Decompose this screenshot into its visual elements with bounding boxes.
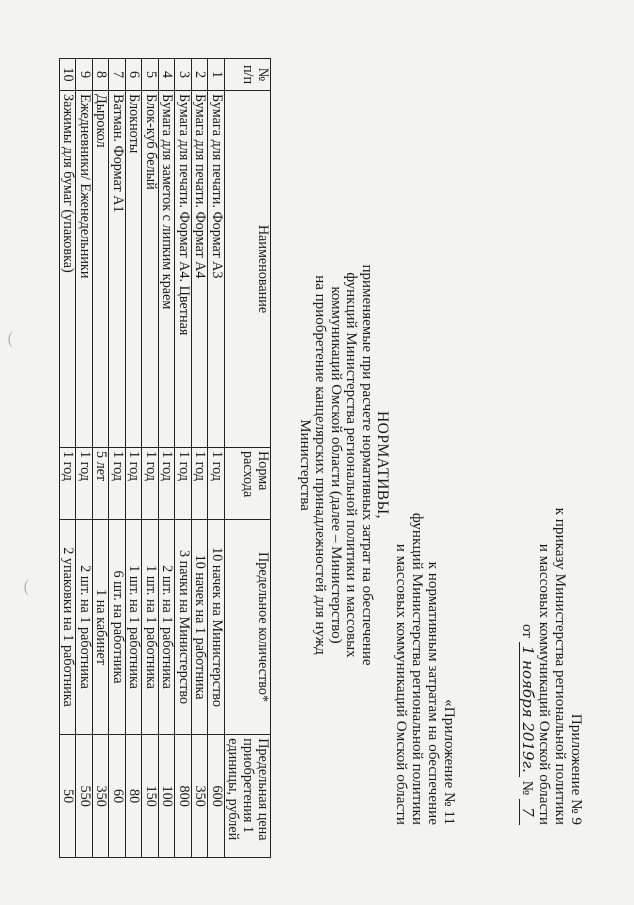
cell-price: 60 (109, 735, 126, 858)
cell-qty: 2 шт. на 1 работника (159, 519, 176, 734)
cell-price: 80 (126, 735, 143, 858)
cell-name: Дырокол (93, 91, 110, 448)
cell-num: 8 (93, 59, 110, 91)
title-line: функций Министерства региональной политики и массовых (343, 272, 360, 658)
date-prefix: от (519, 623, 536, 638)
table-row (192, 59, 209, 858)
table-row (142, 59, 159, 858)
appendix-date-line (519, 508, 536, 825)
title-line: на приобретение канцелярских принадлежностей для нужд (312, 275, 329, 655)
cell-price: 350 (93, 735, 110, 858)
appendix-header (519, 508, 584, 825)
cell-num: 9 (76, 59, 93, 91)
table-row (175, 59, 192, 858)
table-row (109, 59, 126, 858)
cell-num: 5 (142, 59, 159, 91)
cell-name: Блок-куб белый (142, 91, 159, 448)
table-row (159, 59, 176, 858)
norms-table (59, 58, 271, 858)
title-line: коммуникаций Омской области (далее – Министерство) (327, 286, 344, 644)
cell-num: 4 (159, 59, 176, 91)
cell-qty: 2 упаковки на 1 работника (60, 519, 77, 734)
table-header-row (225, 59, 271, 858)
cell-num: 1 (208, 59, 225, 91)
cell-name: Зажимы для бумаг (упаковка) (60, 91, 77, 448)
cell-qty: 3 пачки на Министерство (175, 519, 192, 734)
cell-name: Ежедневники/ Еженедельники (76, 91, 93, 448)
cell-num: 2 (192, 59, 209, 91)
col-header-name: Наименование (225, 91, 271, 448)
cell-norm: 1 год (109, 447, 126, 519)
table-row (93, 59, 110, 858)
appendix-number: Приложение № 9 (568, 713, 585, 825)
col-header-norm: Норма расхода (225, 447, 271, 519)
cell-qty: 1 шт. на 1 работника (142, 519, 159, 734)
cell-norm: 1 год (142, 447, 159, 519)
punch-hole-mark (9, 332, 20, 348)
cell-qty: 10 начек на 1 работника (192, 519, 209, 734)
appendix-org-line: и массовых коммуникаций Омской области (536, 543, 553, 825)
document-title: НОРМАТИВЫ, (374, 410, 391, 519)
cell-qty: 1 на кабинет (93, 519, 110, 734)
handwritten-date: 1 ноября 2019г. (519, 642, 536, 777)
table-row (76, 59, 93, 858)
table-row (126, 59, 143, 858)
cell-qty: 6 шт. на работника (109, 519, 126, 734)
handwritten-number: 7 (519, 799, 536, 825)
cell-norm: 1 год (159, 447, 176, 519)
appendix-11-line: функций Министерства региональной политики (409, 512, 426, 825)
punch-hole-mark (25, 580, 36, 596)
cell-qty: 1 шт. на 1 работника (126, 519, 143, 734)
cell-norm: 1 год (60, 447, 77, 519)
cell-price: 150 (142, 735, 159, 858)
document-title-block (297, 250, 390, 680)
cell-name: Ватман. Формат А1 (109, 91, 126, 448)
cell-price: 100 (159, 735, 176, 858)
cell-norm: 1 год (192, 447, 209, 519)
cell-norm: 1 год (126, 447, 143, 519)
cell-norm: 1 год (175, 447, 192, 519)
title-line: Министерства (296, 419, 313, 511)
cell-price: 350 (192, 735, 209, 858)
cell-name: Бумага для печати. Формат А4. Цветная (175, 91, 192, 448)
cell-name: Бумага для печати. Формат А4 (192, 91, 209, 448)
cell-num: 6 (126, 59, 143, 91)
cell-name: Бумага для заметок с липким краем (159, 91, 176, 448)
cell-name: Бумага для печати. Формат А3 (208, 91, 225, 448)
cell-norm: 5 лет (93, 447, 110, 519)
cell-price: 550 (76, 735, 93, 858)
cell-price: 600 (208, 735, 225, 858)
cell-qty: 2 шт. на 1 работника (76, 519, 93, 734)
table-row (208, 59, 225, 858)
col-header-num: № п/п (225, 59, 271, 91)
table-row (60, 59, 77, 858)
col-header-price: Предельная цена приобретения 1 единицы, рублей (225, 735, 271, 858)
appendix-11-header (393, 513, 457, 825)
cell-qty: 10 начек на Министерство (208, 519, 225, 734)
col-header-qty: Предельное количество* (225, 519, 271, 734)
cell-norm: 1 год (208, 447, 225, 519)
cell-num: 10 (60, 59, 77, 91)
cell-num: 3 (175, 59, 192, 91)
cell-norm: 1 год (76, 447, 93, 519)
number-prefix: № (519, 780, 536, 796)
appendix-11-line: к нормативным затратам на обеспечение (425, 561, 442, 825)
cell-name: Блокноты (126, 91, 143, 448)
appendix-11-number: «Приложение № 11 (441, 699, 458, 825)
title-line: применяемые при расчете нормативных затрат на обеспечение (358, 264, 375, 666)
cell-num: 7 (109, 59, 126, 91)
appendix-11-line: и массовых коммуникаций Омской области (393, 543, 410, 825)
appendix-order-line: к приказу Министерства региональной политики (552, 507, 569, 825)
cell-price: 800 (175, 735, 192, 858)
cell-price: 50 (60, 735, 77, 858)
